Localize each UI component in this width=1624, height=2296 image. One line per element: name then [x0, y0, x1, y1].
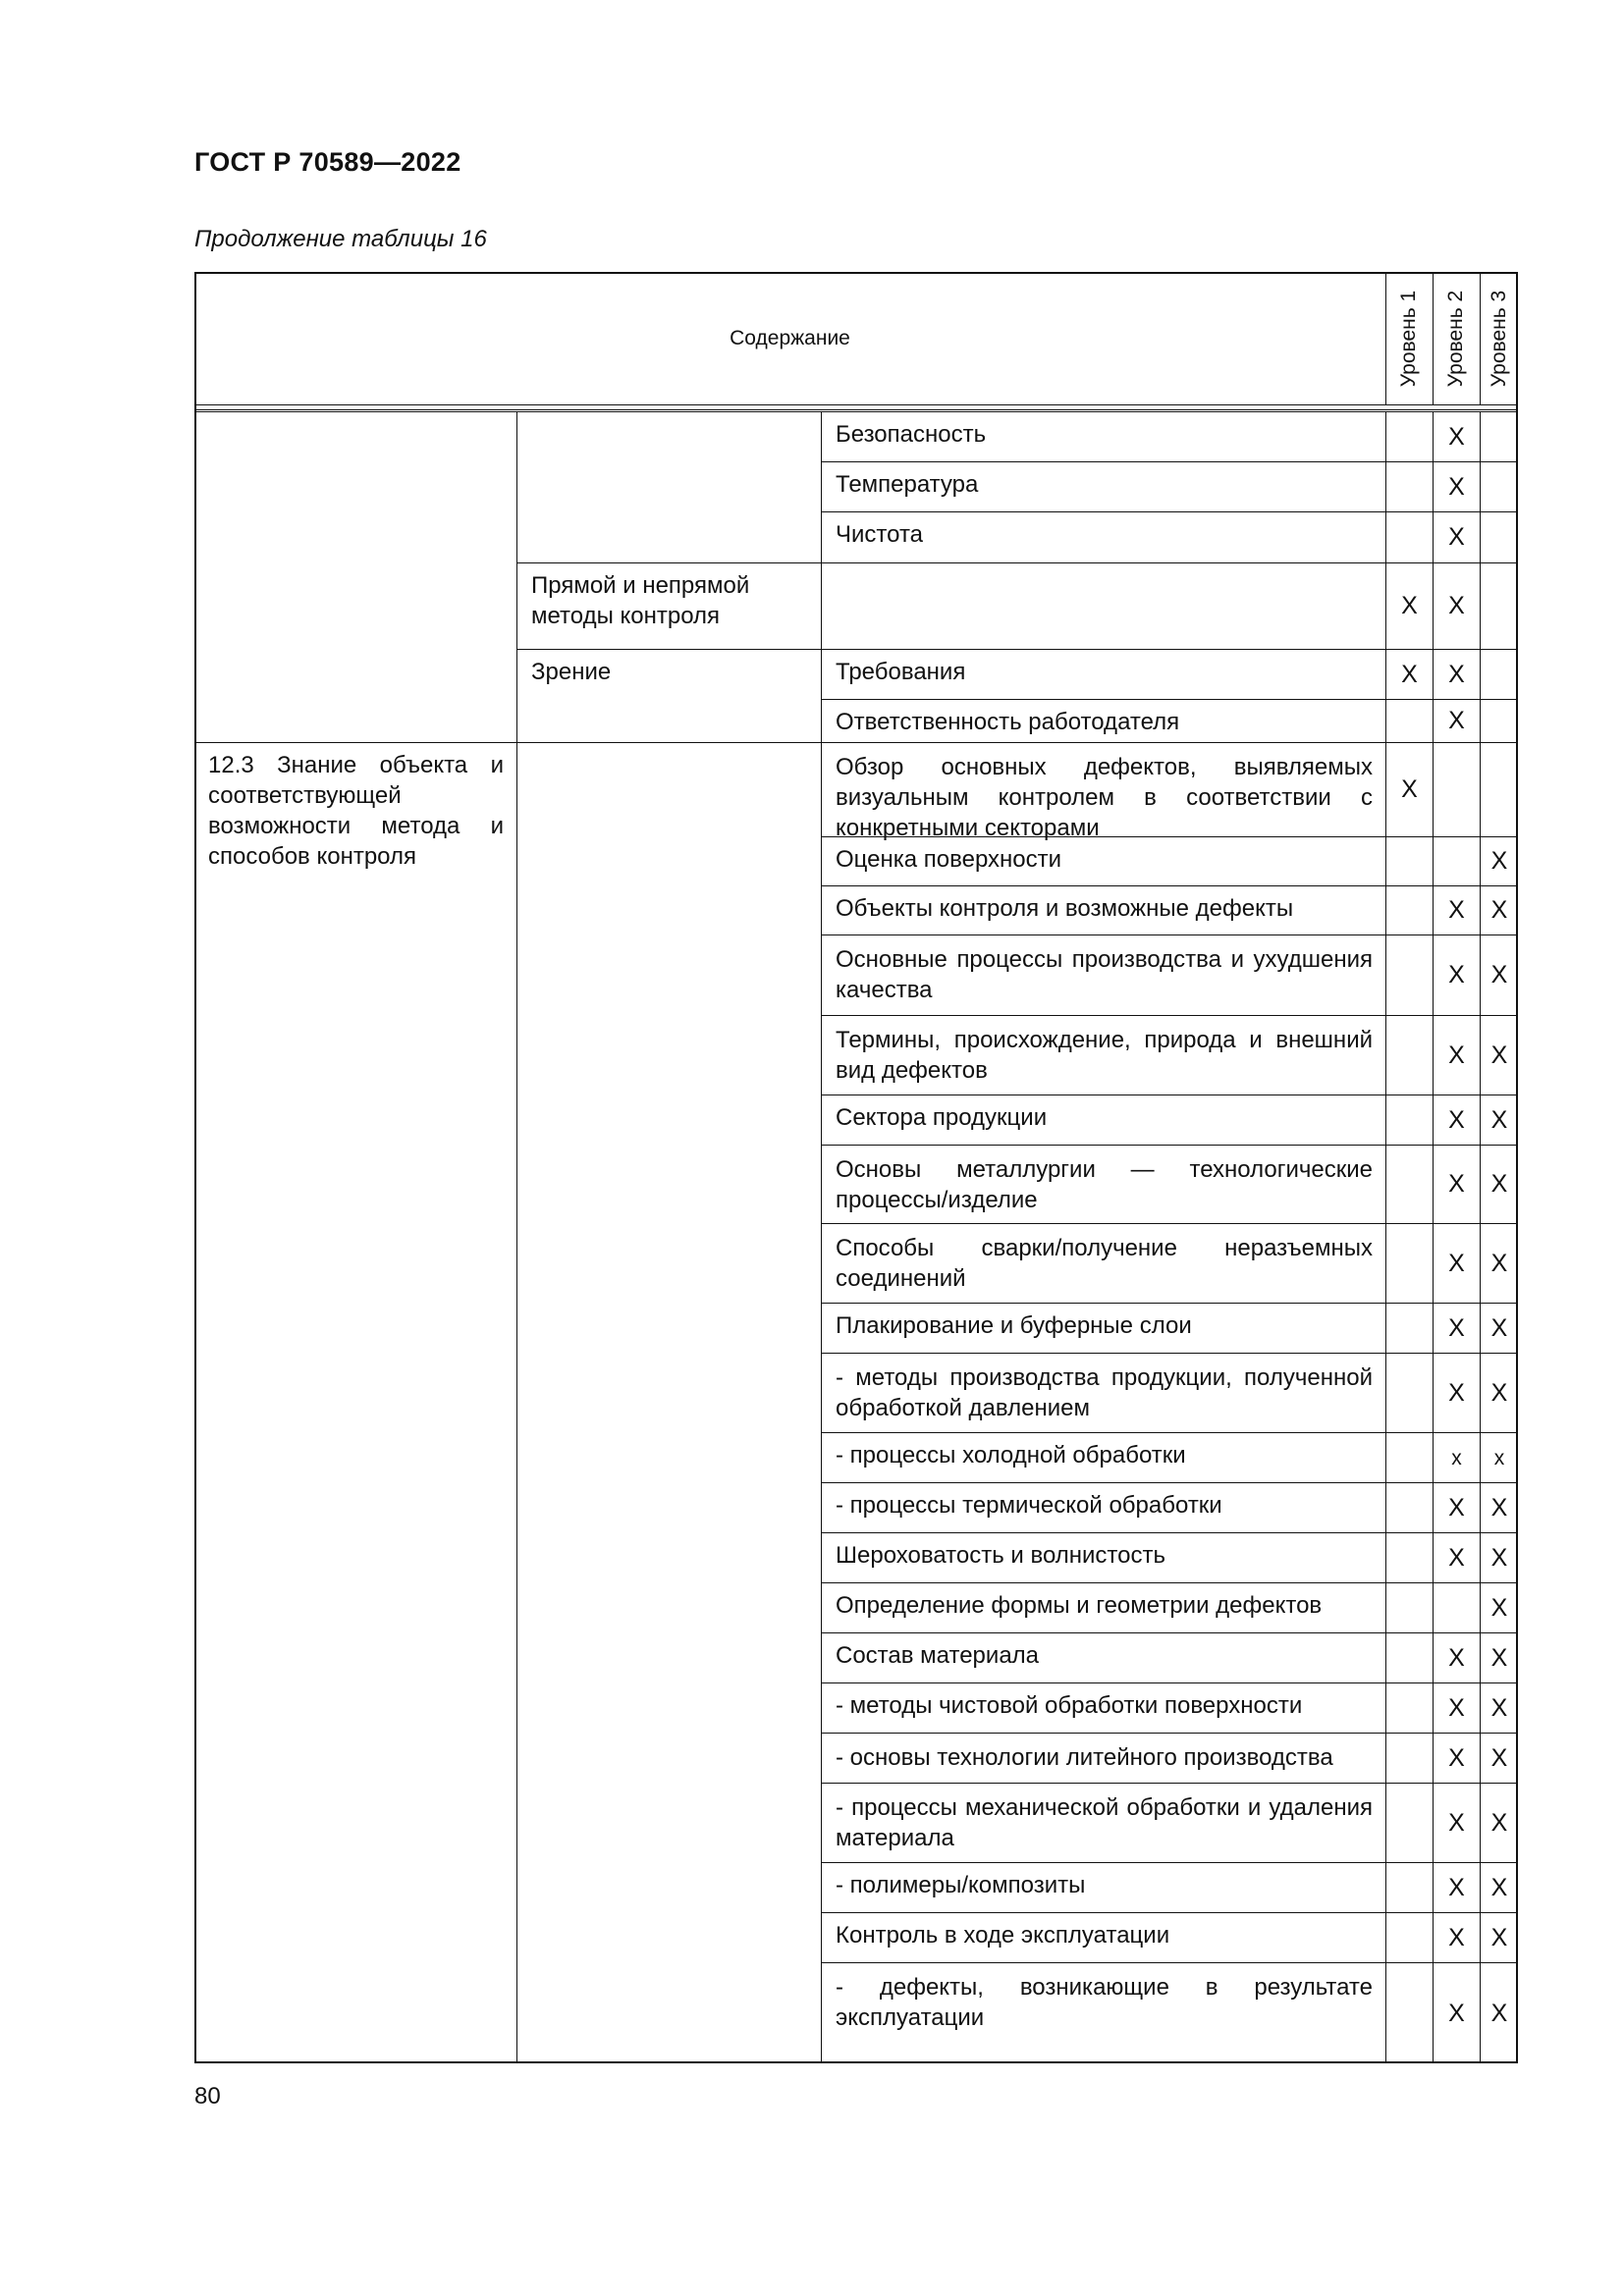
- row-9-level-2-mark: X: [1433, 885, 1480, 934]
- row-26-level-2-mark: X: [1433, 1912, 1480, 1962]
- row-6-level-3-mark: [1480, 699, 1518, 742]
- table-row-12-content: [821, 1095, 1385, 1145]
- row-17-level-3-mark: x: [1480, 1432, 1518, 1482]
- row-19-level-2-mark: X: [1433, 1532, 1480, 1582]
- row-7-level-1-mark: X: [1385, 742, 1433, 836]
- table-row-3-content: [821, 511, 1385, 562]
- row-21-text: Состав материала: [836, 1642, 1040, 1669]
- row-24-level-2-mark: X: [1433, 1783, 1480, 1862]
- row-21-level-1-mark: [1385, 1632, 1433, 1682]
- row-7-text: Обзор основных дефектов, выявляемых визуальным контролем в соответствии с конкретными секторами: [836, 754, 1373, 841]
- row-24-text: - процессы механической обработки и удаления материала: [836, 1794, 1373, 1851]
- table-row-8-content: [821, 836, 1385, 885]
- row-15-level-3-mark: X: [1480, 1303, 1518, 1353]
- header-level-1: [1385, 272, 1433, 404]
- row-17-level-1-mark: [1385, 1432, 1433, 1482]
- section-a-mid-empty-cell: [516, 411, 821, 562]
- row-23-level-3-mark: X: [1480, 1733, 1518, 1783]
- header-separator-2: [194, 409, 1518, 410]
- table-row-7-content: [821, 742, 1385, 841]
- row-2-level-1-mark: [1385, 461, 1433, 511]
- row-12-level-2-mark: X: [1433, 1095, 1480, 1145]
- row-13-text: Основы металлургии — технологические процессы/изделие: [836, 1156, 1373, 1213]
- row-10-level-3-mark: X: [1480, 934, 1518, 1015]
- row-14-level-2-mark: X: [1433, 1223, 1480, 1303]
- row-3-level-2-mark: X: [1433, 511, 1480, 562]
- row-8-level-1-mark: [1385, 836, 1433, 885]
- row-24-level-3-mark: X: [1480, 1783, 1518, 1862]
- table-row-2-content: [821, 461, 1385, 511]
- table-row-22-content: [821, 1682, 1385, 1733]
- row-20-level-1-mark: [1385, 1582, 1433, 1632]
- table-row-17-content: [821, 1432, 1385, 1482]
- row-14-level-3-mark: X: [1480, 1223, 1518, 1303]
- table-row-20-content: [821, 1582, 1385, 1632]
- row-20-level-2-mark: [1433, 1582, 1480, 1632]
- row-4-level-2-mark: X: [1433, 562, 1480, 649]
- header-level-3: [1480, 272, 1518, 404]
- row-27-level-2-mark: X: [1433, 1962, 1480, 2063]
- table-row-10-content: [821, 934, 1385, 1015]
- table-row-25-content: [821, 1862, 1385, 1912]
- row-5-level-3-mark: [1480, 649, 1518, 699]
- row-17-text: - процессы холодной обработки: [836, 1442, 1186, 1468]
- row-9-level-1-mark: [1385, 885, 1433, 934]
- row-4-level-1-mark: X: [1385, 562, 1433, 649]
- row-3-text: Чистота: [836, 521, 924, 548]
- row-10-text: Основные процессы производства и ухудшения качества: [836, 946, 1373, 1003]
- table-row-24-content: [821, 1783, 1385, 1862]
- row-15-level-1-mark: [1385, 1303, 1433, 1353]
- row-13-level-2-mark: X: [1433, 1145, 1480, 1223]
- row-12-level-3-mark: X: [1480, 1095, 1518, 1145]
- row-22-text: - методы чистовой обработки поверхности: [836, 1692, 1303, 1719]
- row-6-text: Ответственность работодателя: [836, 709, 1180, 735]
- row-2-level-2-mark: X: [1433, 461, 1480, 511]
- row-11-level-1-mark: [1385, 1015, 1433, 1095]
- row-18-text: - процессы термической обработки: [836, 1492, 1222, 1519]
- row-4-level-3-mark: [1480, 562, 1518, 649]
- header-level-3-label: Уровень 3: [1488, 290, 1511, 387]
- row-12-level-1-mark: [1385, 1095, 1433, 1145]
- table-row-1-content: [821, 411, 1385, 461]
- row-16-level-2-mark: X: [1433, 1353, 1480, 1432]
- row-25-level-2-mark: X: [1433, 1862, 1480, 1912]
- row-1-level-3-mark: [1480, 411, 1518, 461]
- knowledge-cell: [194, 742, 516, 2063]
- row-18-level-1-mark: [1385, 1482, 1433, 1532]
- row-21-level-2-mark: X: [1433, 1632, 1480, 1682]
- row-25-level-3-mark: X: [1480, 1862, 1518, 1912]
- row-14-text: Способы сварки/получение неразъемных соединений: [836, 1235, 1373, 1292]
- row-10-level-2-mark: X: [1433, 934, 1480, 1015]
- row-26-level-1-mark: [1385, 1912, 1433, 1962]
- row-19-level-3-mark: X: [1480, 1532, 1518, 1582]
- table-row-14-content: [821, 1223, 1385, 1303]
- row-26-text: Контроль в ходе эксплуатации: [836, 1922, 1170, 1949]
- table-row-15-content: [821, 1303, 1385, 1353]
- row-27-text: - дефекты, возникающие в результате эксплуатации: [836, 1974, 1373, 2031]
- vision-text: Зрение: [531, 659, 612, 685]
- header-level-2-label: Уровень 2: [1444, 290, 1468, 387]
- row-2-level-3-mark: [1480, 461, 1518, 511]
- row-23-text: - основы технологии литейного производства: [836, 1744, 1333, 1771]
- row-23-level-1-mark: [1385, 1733, 1433, 1783]
- row-18-level-3-mark: X: [1480, 1482, 1518, 1532]
- row-1-level-2-mark: X: [1433, 411, 1480, 461]
- table-row-19-content: [821, 1532, 1385, 1582]
- requirements-table: [194, 272, 1518, 2063]
- row-2-text: Температура: [836, 471, 979, 498]
- row-20-text: Определение формы и геометрии дефектов: [836, 1592, 1323, 1619]
- row-10-level-1-mark: [1385, 934, 1433, 1015]
- header-content-label: Содержание: [730, 326, 850, 349]
- row-21-level-3-mark: X: [1480, 1632, 1518, 1682]
- row-15-text: Плакирование и буферные слои: [836, 1312, 1192, 1339]
- row-19-level-1-mark: [1385, 1532, 1433, 1582]
- row-16-level-1-mark: [1385, 1353, 1433, 1432]
- row-23-level-2-mark: X: [1433, 1733, 1480, 1783]
- table-row-21-content: [821, 1632, 1385, 1682]
- row-27-level-3-mark: X: [1480, 1962, 1518, 2063]
- row-13-level-3-mark: X: [1480, 1145, 1518, 1223]
- row-24-level-1-mark: [1385, 1783, 1433, 1862]
- page-number: 80: [194, 2083, 221, 2109]
- row-7-level-2-mark: [1433, 742, 1480, 836]
- row-12-text: Сектора продукции: [836, 1104, 1048, 1131]
- table-row-27-content: [821, 1962, 1385, 2063]
- row-14-level-1-mark: [1385, 1223, 1433, 1303]
- row-8-level-3-mark: X: [1480, 836, 1518, 885]
- row-9-level-3-mark: X: [1480, 885, 1518, 934]
- header-level-1-label: Уровень 1: [1397, 290, 1421, 387]
- row-5-level-2-mark: X: [1433, 649, 1480, 699]
- table-row-9-content: [821, 885, 1385, 934]
- row-6-level-2-mark: X: [1433, 699, 1480, 742]
- vision-cell: [516, 649, 821, 742]
- row-18-level-2-mark: X: [1433, 1482, 1480, 1532]
- row-1-text: Безопасность: [836, 421, 987, 448]
- table-row-13-content: [821, 1145, 1385, 1223]
- row-11-level-2-mark: X: [1433, 1015, 1480, 1095]
- table-row-18-content: [821, 1482, 1385, 1532]
- table-caption: Продолжение таблицы 16: [194, 226, 487, 252]
- document-code: ГОСТ Р 70589—2022: [194, 147, 461, 177]
- header-separator-1: [194, 404, 1518, 405]
- row-17-level-2-mark: x: [1433, 1432, 1480, 1482]
- row-15-level-2-mark: X: [1433, 1303, 1480, 1353]
- row-16-level-3-mark: X: [1480, 1353, 1518, 1432]
- table-row-16-content: [821, 1353, 1385, 1432]
- row-22-level-1-mark: [1385, 1682, 1433, 1733]
- table-row-26-content: [821, 1912, 1385, 1962]
- header-level-2: [1433, 272, 1480, 404]
- table-row-23-content: [821, 1733, 1385, 1783]
- row-8-text: Оценка поверхности: [836, 846, 1062, 873]
- table-row-4-content: [821, 562, 1385, 649]
- row-3-level-1-mark: [1385, 511, 1433, 562]
- row-11-level-3-mark: X: [1480, 1015, 1518, 1095]
- section-a-left-cell: [194, 411, 516, 742]
- row-7-level-3-mark: [1480, 742, 1518, 836]
- table-row-5-content: [821, 649, 1385, 699]
- method-control-text: Прямой и непрямой методы контроля: [531, 572, 750, 629]
- row-1-level-1-mark: [1385, 411, 1433, 461]
- row-27-level-1-mark: [1385, 1962, 1433, 2063]
- section-b-mid-empty-cell: [516, 742, 821, 2063]
- row-5-level-1-mark: X: [1385, 649, 1433, 699]
- method-control-cell: [516, 562, 821, 649]
- row-11-text: Термины, происхождение, природа и внешний вид дефектов: [836, 1027, 1373, 1084]
- knowledge-text: 12.3 Знание объекта и соответствующей возможности метода и способов контроля: [208, 752, 504, 870]
- row-16-text: - методы производства продукции, полученной обработкой давлением: [836, 1364, 1373, 1421]
- row-20-level-3-mark: X: [1480, 1582, 1518, 1632]
- table-row-6-content: [821, 699, 1385, 742]
- table-row-11-content: [821, 1015, 1385, 1095]
- row-13-level-1-mark: [1385, 1145, 1433, 1223]
- row-22-level-3-mark: X: [1480, 1682, 1518, 1733]
- row-6-level-1-mark: [1385, 699, 1433, 742]
- row-5-text: Требования: [836, 659, 966, 685]
- row-25-text: - полимеры/композиты: [836, 1872, 1086, 1898]
- row-3-level-3-mark: [1480, 511, 1518, 562]
- row-25-level-1-mark: [1385, 1862, 1433, 1912]
- row-26-level-3-mark: X: [1480, 1912, 1518, 1962]
- row-19-text: Шероховатость и волнистость: [836, 1542, 1165, 1569]
- row-9-text: Объекты контроля и возможные дефекты: [836, 895, 1294, 922]
- row-8-level-2-mark: [1433, 836, 1480, 885]
- header-content: [194, 272, 1385, 404]
- row-22-level-2-mark: X: [1433, 1682, 1480, 1733]
